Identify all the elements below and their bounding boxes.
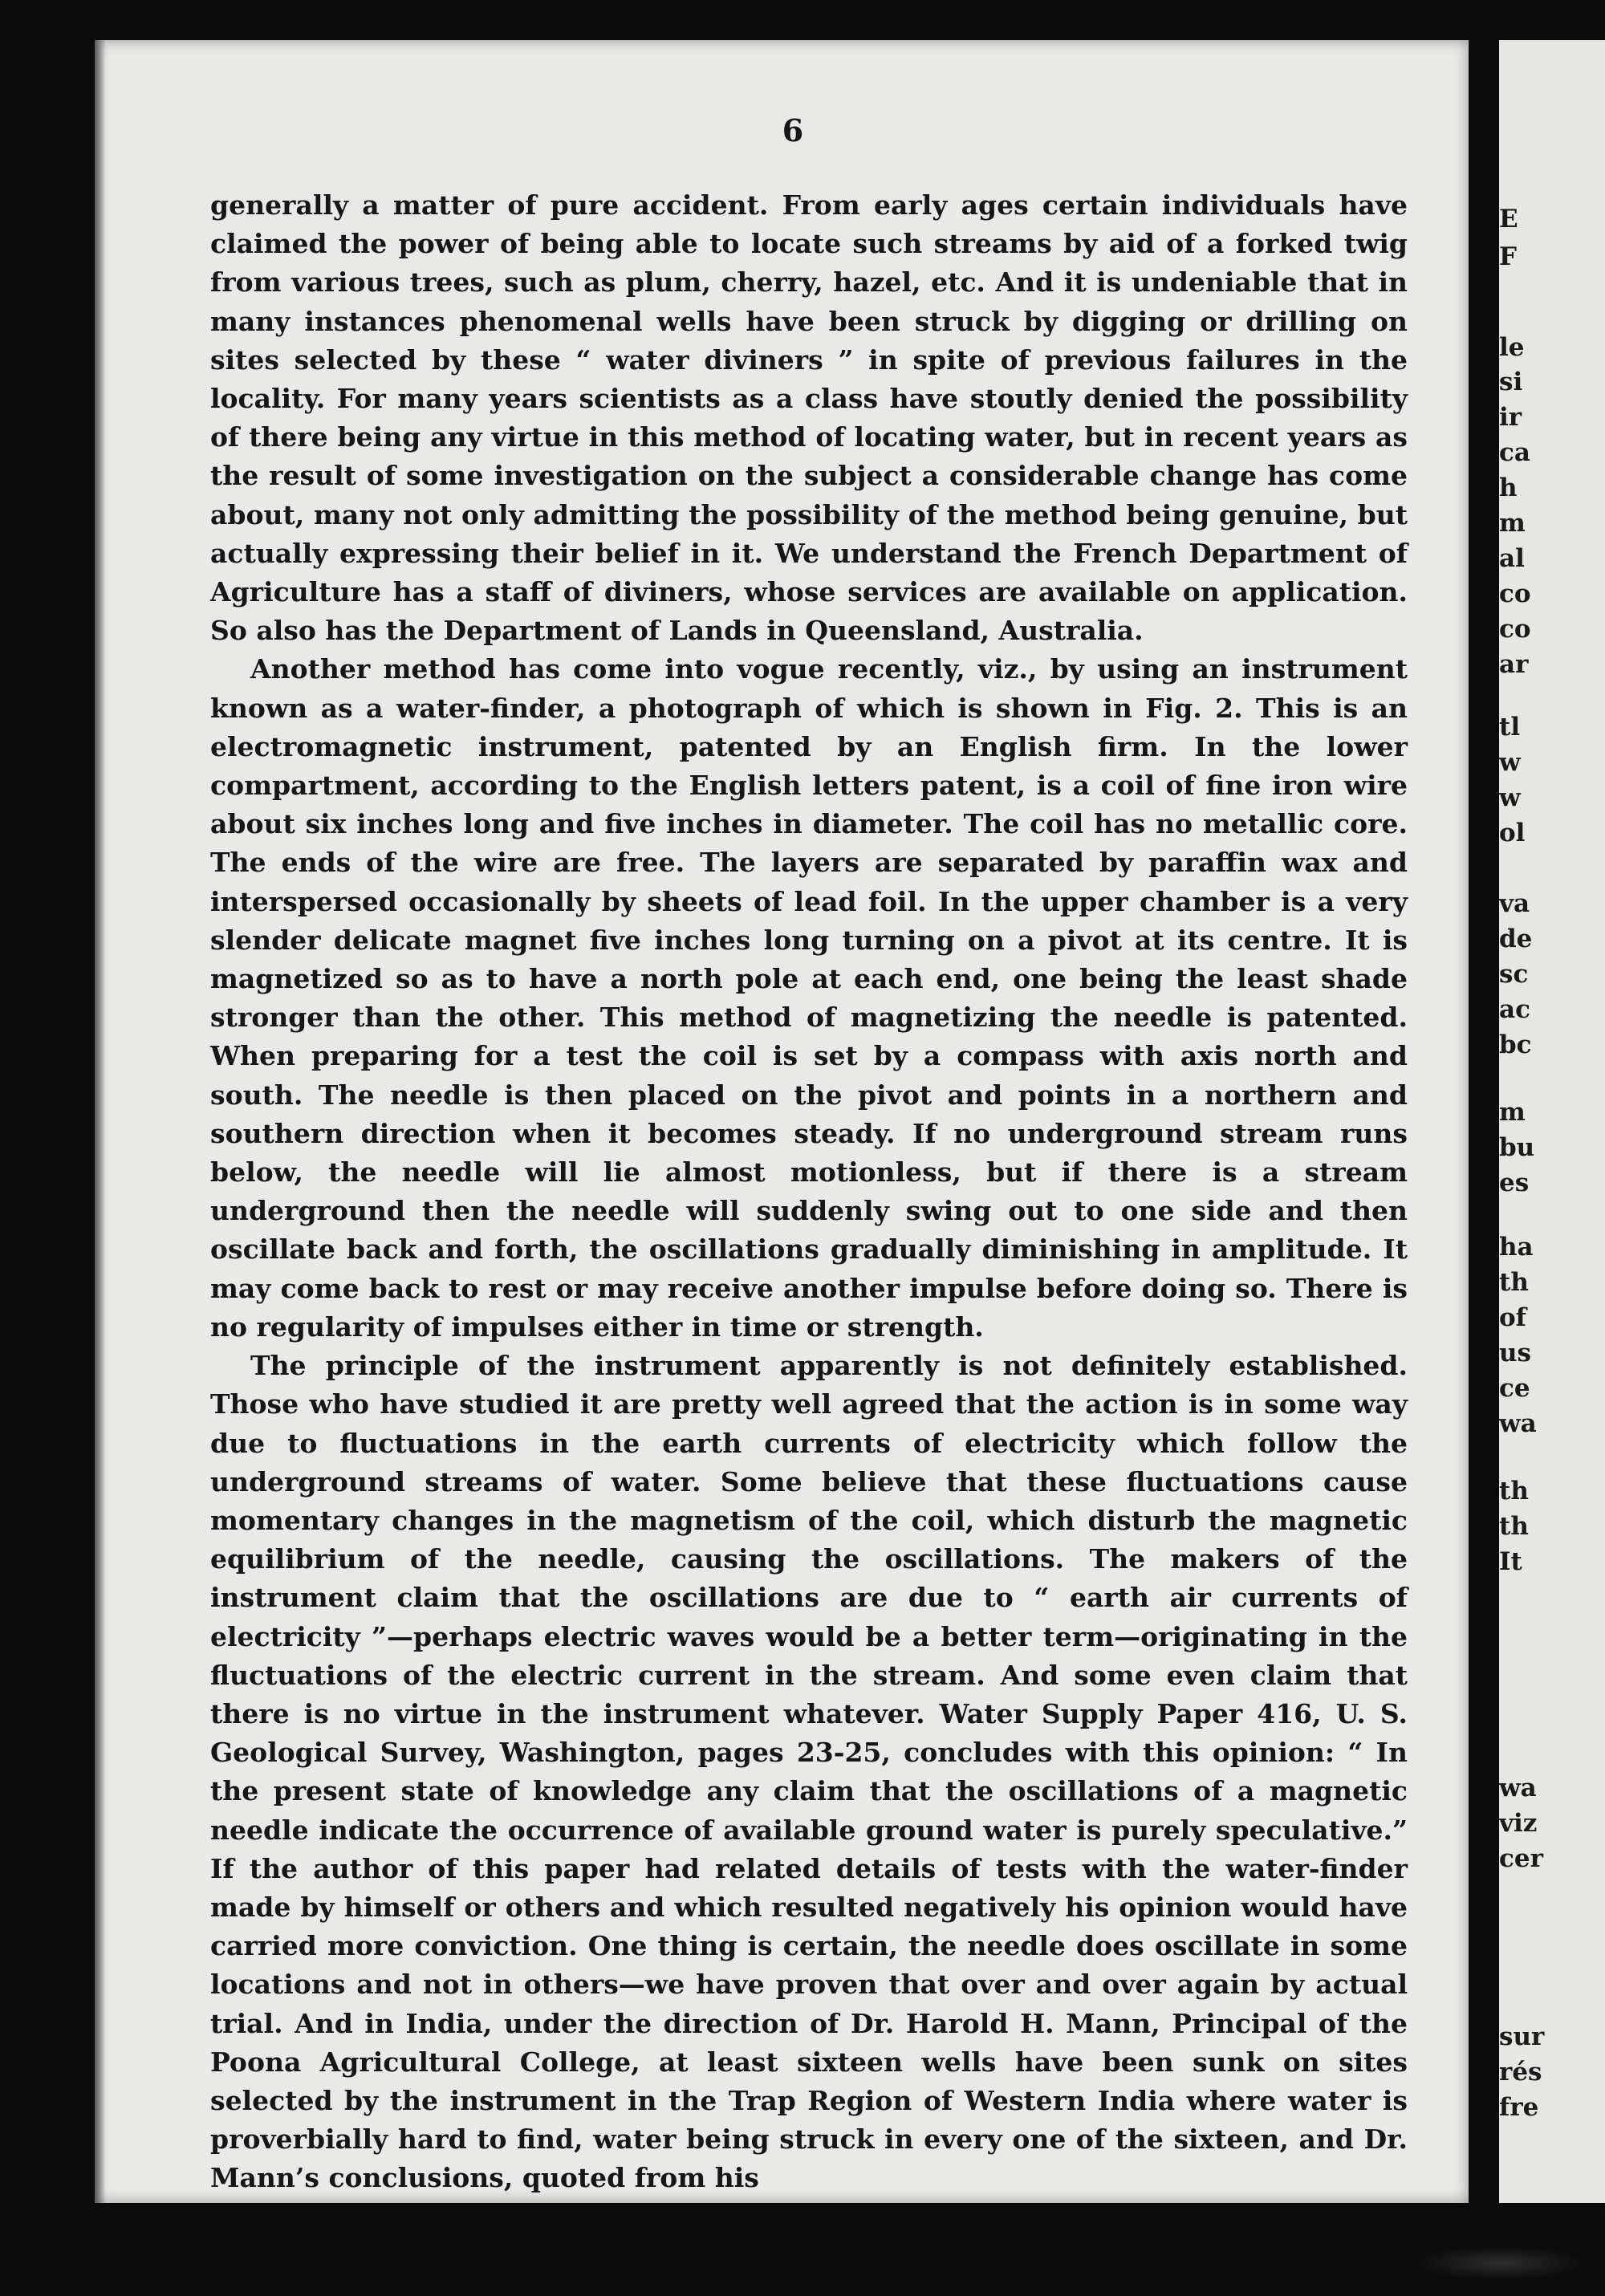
fragment-text: E [1499, 205, 1518, 234]
fragment-text: F [1499, 242, 1518, 271]
fragment-text: co [1499, 579, 1531, 608]
fragment-text: wa [1499, 1409, 1537, 1438]
paragraph-principle: The principle of the instrument apparently is not definitely established. Those who have studied it are pretty well agreed that the action is in some way due to fluctuations in the earth currents of electricity which follow the underground streams of water. Some believe that these fluctuations cause momentary changes in the magnetism of the coil, which disturb the magnetic equilibrium of the needle, causing the oscillations. The makers of the instrument claim that the oscillations are due to “ earth air currents of electricity ”—perhaps electric waves would be a better term—originating in the fluctuations of the electric current in the stream. And some even claim that there is no virtue in the instrument whatever. Water Supply Paper 416, U. S. Geological Survey, Washington, pages 23-25, concludes with this opinion: “ In the present state of knowledge any claim that the oscillations of a magnetic needle indicate the occurrence of available ground water is purely speculative.” If the author of this paper had related details of tests with the water-finder made by himself or others and which resulted negatively his opinion would have carried more conviction. One thing is certain, the needle does oscillate in some locations and not in others—we have proven that over and over again by actual trial. And in India, under the direction of Dr. Harold H. Mann, Principal of the Poona Agricultural College, at least sixteen wells have been sunk on sites selected by the instrument in the Trap Region of Western India where water is proverbially hard to find, water being struck in every one of the sixteen, and Dr. Mann’s conclusions, quoted from his [210, 1350, 1408, 2194]
fragment-text: de [1499, 924, 1533, 953]
fragment-text: w [1499, 748, 1521, 777]
fragment-text: w [1499, 783, 1521, 812]
paragraph-accident: generally a matter of pure accident. From early ages certain individuals have claimed the power of being able to locate such streams by aid of a forked twig from various trees, such as plum, cherry, hazel, etc. And it is undeniable that in many instances phenomenal wells have been struck by digging or drilling on sites selected by these “ water diviners ” in spite of previous failures in the locality. For many years scientists as a class have stoutly denied the possibility of there being any virtue in this method of locating water, but in recent years as the result of some investigation on the subject a considerable change has come about, many not only admitting the possibility of the method being genuine, but actually expressing their belief in it. We understand the French Department of Agriculture has a staff of diviners, whose services are available on application. So also has the Department of Lands in Queensland, Australia. [210, 189, 1408, 647]
fragment-text: bc [1499, 1030, 1532, 1059]
fragment-text: fre [1499, 2093, 1539, 2122]
fragment-text: va [1499, 889, 1530, 918]
adjacent-page-fragment [1499, 40, 1605, 2203]
fragment-text: ha [1499, 1233, 1534, 1262]
fragment-text: of [1499, 1303, 1527, 1332]
scan-stamp-mark [1420, 2247, 1581, 2279]
fragment-text: th [1499, 1512, 1529, 1541]
fragment-text: co [1499, 615, 1531, 644]
fragment-text: ar [1499, 650, 1529, 679]
fragment-text: tl [1499, 713, 1521, 742]
body-text [210, 186, 1408, 2198]
fragment-text: es [1499, 1168, 1530, 1197]
fragment-text: us [1499, 1339, 1531, 1367]
fragment-text: m [1499, 1098, 1526, 1127]
fragment-text: rés [1499, 2058, 1542, 2087]
fragment-text: al [1499, 544, 1525, 573]
fragment-text: si [1499, 368, 1523, 396]
fragment-text: bu [1499, 1133, 1535, 1162]
fragment-text: ce [1499, 1374, 1530, 1403]
fragment-text: ol [1499, 819, 1526, 847]
fragment-text: le [1499, 333, 1525, 362]
fragment-text: viz [1499, 1809, 1538, 1838]
fragment-text: th [1499, 1268, 1529, 1297]
fragment-text: ca [1499, 438, 1530, 467]
paragraph-water-finder: Another method has come into vogue recently, viz., by using an instrument known as a water-finder, a photograph of which is shown in Fig. 2. This is an electromagnetic instrument, patented by an English firm. In the lower compartment, according to the English letters patent, is a coil of fine iron wire about six inches long and five inches in diameter. The coil has no metallic core. The ends of the wire are free. The layers are separated by paraffin wax and interspersed occasionally by sheets of lead foil. In the upper chamber is a very slender delicate magnet five inches long turning on a pivot at its centre. It is magnetized so as to have a north pole at each end, one being the least shade stronger than the other. This method of magnetizing the needle is patented. When preparing for a test the coil is set by a compass with axis north and south. The needle is then placed on the pivot and points in a northern and southern direction when it becomes steady. If no underground stream runs below, the needle will lie almost motionless, but if there is a stream underground then the needle will suddenly swing out to one side and then oscillate back and forth, the oscillations gradually diminishing in amplitude. It may come back to rest or may receive another impulse before doing so. There is no regularity of impulses either in time or strength. [210, 653, 1408, 1343]
fragment-text: wa [1499, 1774, 1537, 1802]
fragment-text: th [1499, 1477, 1529, 1506]
fragment-text: ac [1499, 995, 1530, 1024]
page-number: 6 [782, 112, 804, 148]
fragment-text: ir [1499, 403, 1522, 432]
fragment-text: cer [1499, 1844, 1543, 1873]
fragment-text: m [1499, 509, 1526, 538]
fragment-text: sur [1499, 2022, 1545, 2051]
fragment-text: sc [1499, 960, 1529, 989]
fragment-text: It [1499, 1547, 1522, 1576]
page-edge-shadow [95, 40, 106, 2203]
fragment-text: h [1499, 473, 1518, 502]
